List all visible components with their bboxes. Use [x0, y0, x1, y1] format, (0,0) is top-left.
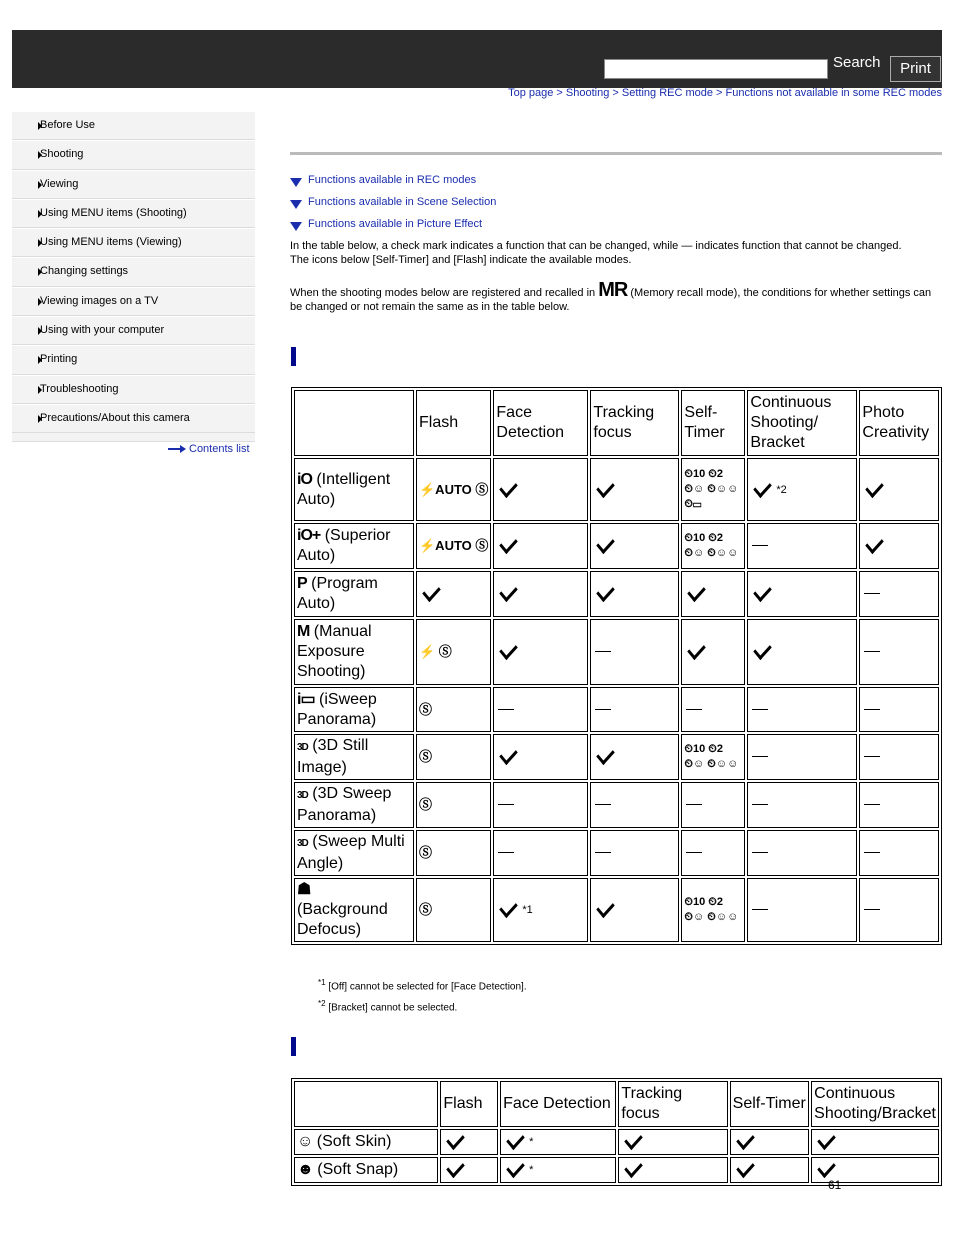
check-icon [625, 1129, 644, 1150]
dash-icon [864, 756, 880, 757]
table-cell [590, 571, 679, 617]
flash-cell [416, 830, 491, 876]
flash-cell [416, 687, 491, 732]
timer-icons-line: ⏲☺ ⏲☺☺ [684, 758, 739, 770]
arrow-right-icon [168, 445, 186, 453]
table-cell [730, 1129, 809, 1155]
flash-cell [416, 571, 491, 617]
table-cell [730, 1157, 809, 1183]
manual-exposure-icon: M [297, 623, 310, 640]
flash-cell [416, 523, 491, 569]
self-timer-icons [684, 895, 742, 925]
table-cell [859, 571, 939, 617]
anchor-links [290, 174, 496, 240]
divider [290, 152, 942, 155]
mode-label: (Sweep Multi Angle) [297, 833, 405, 872]
table-cell [747, 782, 857, 828]
table-row [294, 734, 939, 780]
breadcrumb-item[interactable]: Top page [508, 87, 554, 99]
sidebar-item-troubleshooting[interactable] [12, 375, 255, 404]
check-icon [506, 1157, 525, 1178]
sidebar-item-label: Printing [40, 353, 78, 366]
table-header-cell: Self-Timer [681, 390, 745, 456]
table-header-cell: Flash [416, 390, 491, 456]
sidebar-item-menu-shooting[interactable] [12, 199, 255, 228]
sidebar-item-viewing[interactable] [12, 170, 255, 199]
breadcrumb: Top page > Shooting > Setting REC mode > Functions not available in some REC modes [508, 87, 942, 99]
dash-icon [595, 852, 611, 853]
check-icon [754, 581, 773, 602]
search-label[interactable]: Search [833, 54, 881, 71]
self-timer-icons [684, 467, 742, 512]
dash-icon [864, 852, 880, 853]
flash-off-icon: Ⓢ [419, 902, 433, 917]
footnotes [318, 974, 527, 1017]
page-number: 61 [828, 1178, 842, 1192]
dash-icon [686, 852, 702, 853]
table-cell [493, 878, 588, 942]
table-cell [747, 687, 857, 732]
check-icon [447, 1157, 466, 1178]
check-icon [866, 477, 885, 498]
dash-icon [595, 804, 611, 805]
mode-label: (3D Sweep Panorama) [297, 785, 392, 824]
footnote-mark: *2 [776, 483, 787, 496]
3d-sweep-panorama-icon: 3D [297, 790, 308, 801]
check-icon [422, 581, 441, 602]
print-button[interactable]: Print [890, 56, 941, 82]
sidebar-item-label: Using with your computer [40, 324, 165, 337]
breadcrumb-item[interactable]: Functions not available in some REC modes [725, 87, 942, 99]
breadcrumb-item[interactable]: Shooting [565, 87, 610, 99]
table-row [294, 571, 939, 617]
table-row [294, 687, 939, 732]
dash-icon [686, 804, 702, 805]
timer-icons-line: ⏲10 ⏲2 [684, 743, 723, 755]
sidebar-item-label: Viewing images on a TV [40, 294, 159, 307]
table-cell [811, 1129, 939, 1155]
intelligent-auto-icon: iO [297, 470, 312, 488]
rec-modes-table [291, 387, 942, 945]
dash-icon [864, 709, 880, 710]
breadcrumb-item[interactable]: Setting REC mode [621, 87, 713, 99]
table-cell [681, 830, 745, 876]
check-icon [866, 533, 885, 554]
table-header-cell: Face Detection [500, 1081, 616, 1127]
table-cell [590, 878, 679, 942]
table-cell [859, 782, 939, 828]
self-timer-cell [681, 878, 745, 942]
sweep-multi-angle-icon: 3D [297, 838, 308, 849]
check-icon [500, 533, 519, 554]
sidebar-item-viewing-tv[interactable] [12, 287, 255, 316]
dash-icon [498, 709, 514, 710]
dash-icon [752, 709, 768, 710]
check-icon [754, 639, 773, 660]
dash-icon [864, 909, 880, 910]
dash-icon [864, 651, 880, 652]
anchor-link[interactable] [290, 218, 496, 240]
search-input[interactable] [604, 59, 828, 79]
dash-icon [498, 804, 514, 805]
sidebar [12, 111, 255, 442]
dash-icon [864, 804, 880, 805]
check-icon [597, 477, 616, 498]
self-timer-icons [684, 742, 742, 772]
table-row [294, 878, 939, 942]
table-row [294, 619, 939, 685]
table-header-cell: Flash [440, 1081, 498, 1127]
table-cell [747, 878, 857, 942]
table-cell [493, 458, 588, 521]
dash-icon [595, 709, 611, 710]
table-cell [440, 1157, 498, 1183]
soft-skin-icon: ☺ [297, 1133, 313, 1150]
self-timer-cell [681, 523, 745, 569]
check-icon [817, 1157, 836, 1178]
table-cell [493, 830, 588, 876]
intro-text-3: When the shooting modes below are registered and recalled in [290, 287, 596, 299]
sidebar-item-shooting[interactable] [12, 140, 255, 169]
sidebar-item-label: Troubleshooting [40, 382, 119, 395]
flash-off-icon: Ⓢ [419, 701, 433, 717]
table-cell [618, 1129, 727, 1155]
check-icon [754, 477, 773, 498]
check-icon [817, 1129, 836, 1150]
check-icon [500, 639, 519, 660]
table-header-cell [294, 390, 414, 456]
sidebar-item-menu-viewing[interactable] [12, 228, 255, 257]
table-header-cell: Continuous Shooting/ Bracket [747, 390, 857, 456]
self-timer-icons [684, 531, 742, 561]
table-cell [747, 458, 857, 521]
sidebar-item-computer[interactable] [12, 316, 255, 345]
mode-label: (Program Auto) [297, 575, 378, 612]
check-icon [500, 581, 519, 602]
down-triangle-icon [290, 200, 302, 209]
footnote-1 [318, 974, 527, 995]
sidebar-item-printing[interactable] [12, 345, 255, 374]
sidebar-item-changing-settings[interactable] [12, 257, 255, 286]
self-timer-cell [681, 458, 745, 521]
dash-icon [595, 651, 611, 652]
check-icon [506, 1129, 525, 1150]
table-row [294, 1157, 939, 1183]
table-cell [500, 1157, 616, 1183]
check-icon [597, 897, 616, 918]
table-cell [590, 687, 679, 732]
sidebar-item-label: Changing settings [40, 265, 129, 278]
self-timer-cell [681, 734, 745, 780]
table-cell [590, 782, 679, 828]
table-cell [618, 1157, 727, 1183]
mode-label: (Manual Exposure Shooting) [297, 623, 372, 680]
dash-icon [864, 593, 880, 594]
dash-icon [752, 852, 768, 853]
anchor-label: Functions available in REC modes [308, 174, 477, 186]
intro-paragraph [290, 239, 942, 267]
table-header-cell: Photo Creativity [859, 390, 939, 456]
mode-cell [294, 878, 414, 942]
intro-paragraph-2 [290, 279, 942, 314]
isweep-panorama-icon: i▭ [297, 690, 315, 708]
dash-icon [752, 756, 768, 757]
anchor-label: Functions available in Picture Effect [308, 218, 483, 230]
flash-off-icon: Ⓢ [419, 845, 433, 860]
table-cell [493, 619, 588, 685]
table-header-cell: Tracking focus [590, 390, 679, 456]
table-cell [590, 458, 679, 521]
mode-label: (3D Still Image) [297, 737, 369, 776]
sidebar-item-label: Precautions/About this camera [40, 411, 190, 424]
down-triangle-icon [290, 178, 302, 187]
mode-cell [294, 687, 414, 732]
mode-label: (Intelligent Auto) [297, 470, 391, 508]
sidebar-end [12, 433, 255, 442]
table-cell [859, 458, 939, 521]
table-cell [590, 734, 679, 780]
timer-icons-line: ⏲▭ [684, 498, 702, 510]
flash-cell [416, 458, 491, 521]
mode-cell [294, 782, 414, 828]
table-row [294, 830, 939, 876]
sidebar-item-label: Before Use [40, 119, 96, 131]
flash-mode-icons: ⚡AUTO Ⓢ [419, 538, 489, 553]
mode-cell [294, 830, 414, 876]
table-cell [493, 734, 588, 780]
table-cell [681, 687, 745, 732]
table-cell [590, 523, 679, 569]
dash-icon [752, 545, 768, 546]
table-cell [747, 734, 857, 780]
flash-cell [416, 782, 491, 828]
mode-label: (Background Defocus) [297, 901, 388, 938]
table-header-cell: Tracking focus [618, 1081, 727, 1127]
timer-icons-line: ⏲☺ ⏲☺☺ [684, 547, 739, 559]
check-icon [736, 1129, 755, 1150]
flash-cell [416, 878, 491, 942]
table-cell [747, 523, 857, 569]
scene-selection-table [291, 1078, 942, 1186]
flash-off-icon: Ⓢ [419, 749, 433, 764]
table-header-cell: Self-Timer [730, 1081, 809, 1127]
check-icon [500, 897, 519, 918]
mode-cell [294, 523, 414, 569]
down-triangle-icon [290, 222, 302, 231]
footnote-mark: *1 [522, 904, 533, 916]
check-icon [597, 581, 616, 602]
check-icon [500, 744, 519, 765]
table-cell [859, 687, 939, 732]
table-cell [493, 523, 588, 569]
table-cell [747, 619, 857, 685]
3d-still-icon: 3D [297, 742, 308, 753]
table-cell [500, 1129, 616, 1155]
sidebar-item-label: Using MENU items (Viewing) [40, 236, 182, 249]
table-cell [681, 619, 745, 685]
check-icon [736, 1157, 755, 1178]
timer-icons-line: ⏲10 ⏲2 [684, 532, 723, 544]
sidebar-item-label: Using MENU items (Shooting) [40, 206, 187, 219]
table-cell [681, 571, 745, 617]
table-header-cell: Continuous Shooting/Bracket [811, 1081, 939, 1127]
check-icon [625, 1157, 644, 1178]
mode-label: (Superior Auto) [297, 527, 391, 564]
mode-label: (Soft Skin) [316, 1133, 392, 1150]
footnote-mark: * [529, 1136, 534, 1148]
table-cell [859, 619, 939, 685]
sidebar-item-precautions[interactable] [12, 404, 255, 433]
mode-cell [294, 571, 414, 617]
table-row [294, 523, 939, 569]
footnote-text: [Off] cannot be selected for [Face Detection]. [328, 981, 527, 993]
sidebar-item-label: Shooting [40, 148, 84, 161]
table-cell [747, 830, 857, 876]
mode-label: (iSweep Panorama) [297, 690, 377, 728]
flash-mode-icons: ⚡AUTO Ⓢ [419, 481, 489, 497]
table-cell [859, 878, 939, 942]
flash-off-icon: Ⓢ [419, 797, 433, 812]
background-defocus-icon: ☗ [297, 881, 311, 898]
check-icon [500, 477, 519, 498]
mode-cell [294, 1129, 438, 1155]
dash-icon [686, 709, 702, 710]
check-icon [597, 533, 616, 554]
soft-snap-icon: ☻ [297, 1161, 313, 1178]
timer-icons-line: ⏲10 ⏲2 [684, 468, 723, 480]
check-icon [597, 744, 616, 765]
flash-cell [416, 734, 491, 780]
footnote-mark: * [529, 1164, 534, 1176]
intro-text-1: In the table below, a check mark indicates a function that can be changed, while — indicates function that cannot be changed. [290, 240, 902, 252]
intro-text-2: The icons below [Self-Timer] and [Flash] indicate the available modes. [290, 254, 632, 266]
anchor-link[interactable] [290, 196, 496, 218]
dash-icon [498, 852, 514, 853]
footnote-text: [Bracket] cannot be selected. [328, 1002, 458, 1014]
sidebar-item-label: Viewing [40, 177, 79, 190]
table-cell [590, 830, 679, 876]
timer-icons-line: ⏲10 ⏲2 [684, 896, 723, 908]
section-marker [291, 347, 296, 366]
mode-cell [294, 458, 414, 521]
table-cell [859, 523, 939, 569]
table-row [294, 1129, 939, 1155]
table-cell [493, 782, 588, 828]
check-icon [688, 639, 707, 660]
sidebar-item-before-use[interactable] [12, 111, 255, 140]
section-marker [291, 1037, 296, 1056]
contents-list-label: Contents list [189, 443, 250, 455]
footnote-2 [318, 995, 527, 1016]
check-icon [688, 581, 707, 602]
mode-cell [294, 619, 414, 685]
table-cell [681, 782, 745, 828]
program-auto-icon: P [297, 575, 307, 592]
dash-icon [752, 909, 768, 910]
table-row [294, 782, 939, 828]
contents-list-link[interactable] [168, 443, 250, 455]
table-cell [859, 830, 939, 876]
mode-cell [294, 1157, 438, 1183]
timer-icons-line: ⏲☺ ⏲☺☺ [684, 483, 739, 495]
mode-label: (Soft Snap) [317, 1161, 399, 1178]
intro-text-4: (Memory recall mode), the conditions for whether settings can be changed or not remain the same as in the table below. [290, 287, 932, 313]
check-icon [447, 1129, 466, 1150]
memory-recall-icon: MR [598, 279, 628, 301]
table-cell [747, 571, 857, 617]
footnote-mark: *1 [318, 978, 326, 987]
table-header-cell [294, 1081, 438, 1127]
footnote-mark: *2 [318, 999, 326, 1009]
table-header-cell: Face Detection [493, 390, 588, 456]
table-cell [859, 734, 939, 780]
superior-auto-icon: iO+ [297, 527, 321, 544]
dash-icon [752, 804, 768, 805]
flash-cell [416, 619, 491, 685]
anchor-link[interactable] [290, 174, 496, 196]
table-cell [590, 619, 679, 685]
anchor-label: Functions available in Scene Selection [308, 196, 497, 208]
table-cell [493, 571, 588, 617]
table-cell [493, 687, 588, 732]
table-row [294, 458, 939, 521]
table-cell [440, 1129, 498, 1155]
timer-icons-line: ⏲☺ ⏲☺☺ [684, 911, 739, 923]
flash-mode-icons: ⚡ Ⓢ [419, 644, 452, 659]
mode-cell [294, 734, 414, 780]
